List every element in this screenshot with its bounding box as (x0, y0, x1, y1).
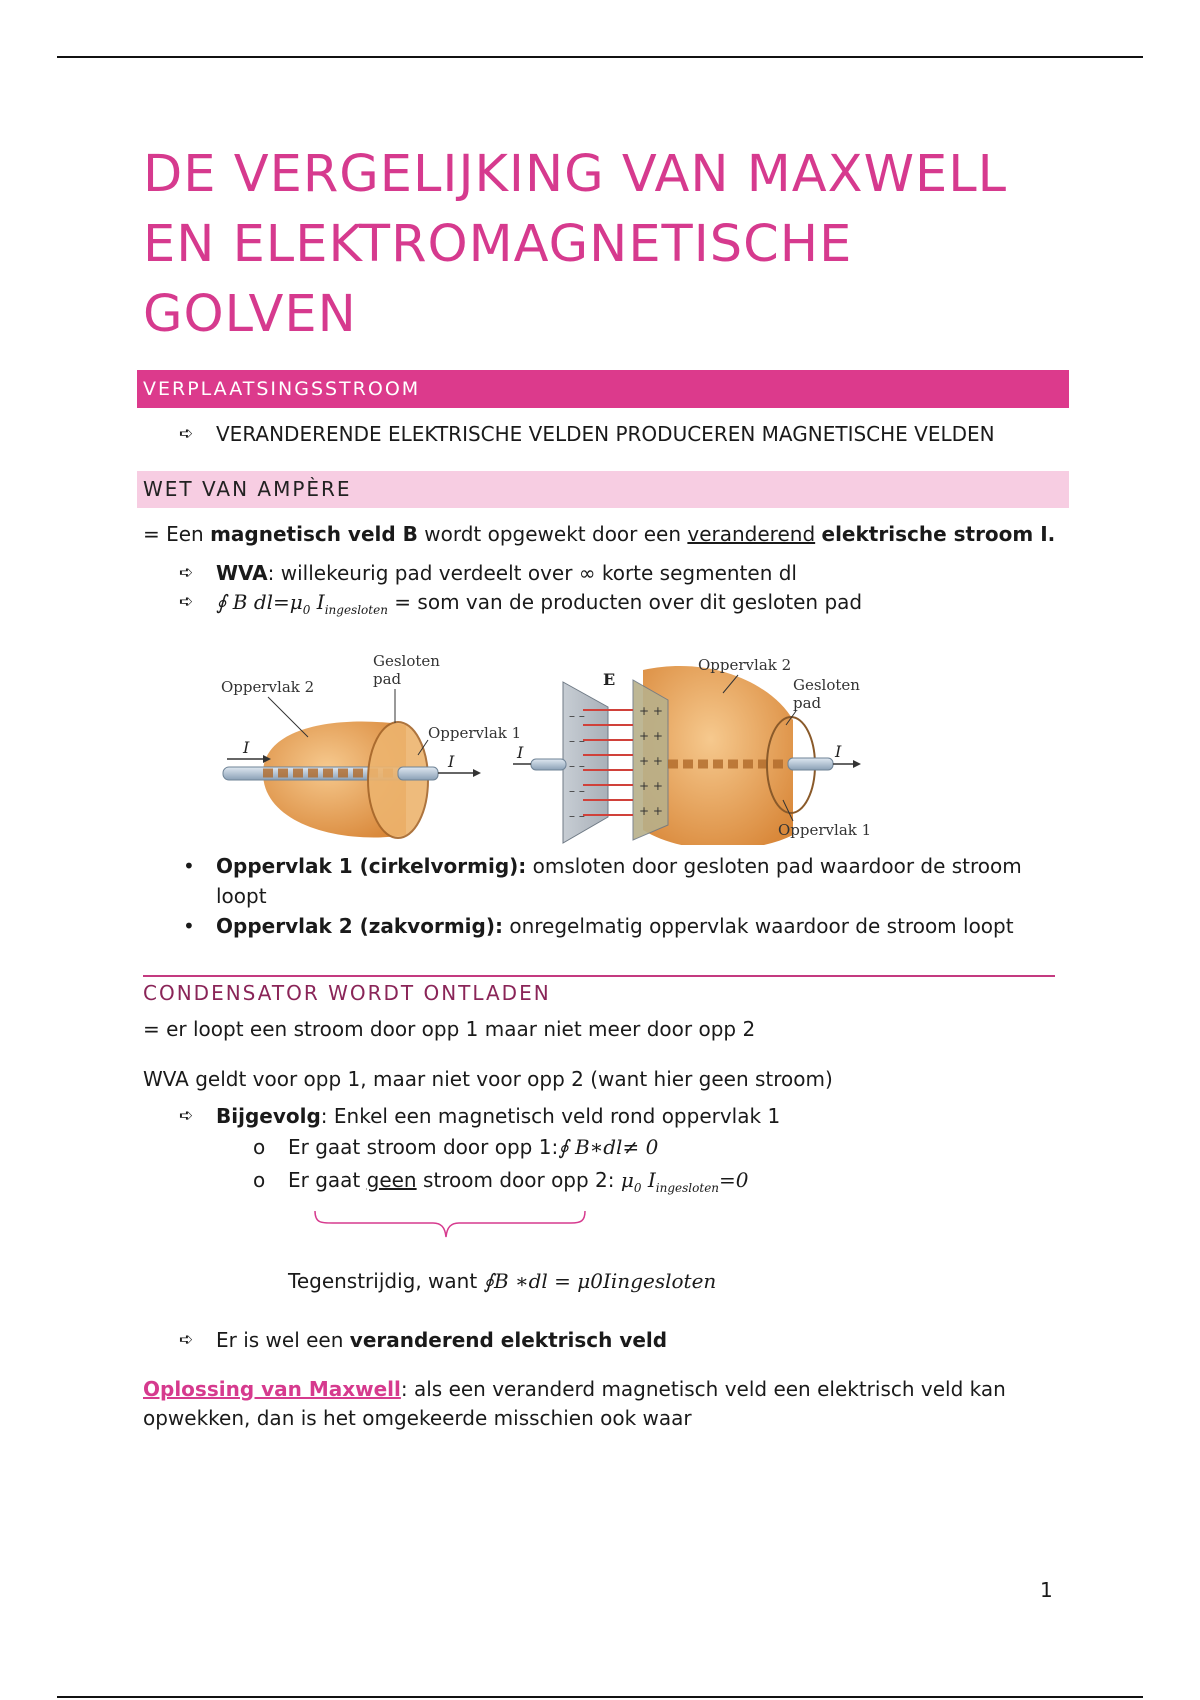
sub-item-2-underline: geen (366, 1168, 417, 1192)
plus-signs: + + (639, 779, 663, 793)
def-prefix: = Een (143, 522, 211, 546)
sub-item-1-formula: ∮ B∗dl≠ 0 (558, 1135, 659, 1159)
surface-bullet-2 (143, 911, 1063, 941)
left-current-label-in: I (243, 738, 250, 757)
formula-sub: ingesloten (324, 603, 388, 617)
bullet-dot: • (183, 854, 195, 878)
right-wire-left (531, 759, 566, 770)
consequence-item (143, 1102, 1063, 1131)
section-heading-condensator: CONDENSATOR WORDT ONTLADEN (143, 975, 1055, 1005)
formula-sub0: 0 (302, 603, 311, 617)
minus-signs: – – (569, 809, 585, 823)
sub-item-2 (143, 1164, 1063, 1205)
arrow-bullet (143, 420, 1063, 449)
formula-lhs: ∮ B dl=μ (216, 590, 303, 614)
arrowhead (473, 769, 481, 777)
brace-icon (313, 1209, 613, 1249)
plus-signs: + + (639, 729, 663, 743)
formula-sub: ingesloten (655, 1181, 720, 1195)
changing-pre: Er is wel een (216, 1328, 350, 1352)
condensator-line-2: WVA geldt voor opp 1, maar niet voor opp 2 (want hier geen stroom) (143, 1067, 833, 1091)
minus-signs: – – (569, 734, 585, 748)
surface-2-label: Oppervlak 2 (zakvormig): (216, 914, 503, 938)
consequence-label: Bijgevolg (216, 1104, 321, 1128)
formula-item (143, 588, 1063, 625)
maxwell-text: : als een veranderd magnetisch veld een elektrisch veld kan opwekken, dan is het omgekeerde misschien ook waar (143, 1377, 1006, 1430)
minus-signs: – – (569, 784, 585, 798)
changing-bold: veranderend elektrisch veld (349, 1328, 668, 1352)
top-rule (57, 56, 1143, 58)
bullet-dot: • (183, 914, 195, 938)
surface-1-text: omsloten door gesloten pad waardoor de stroom loopt (216, 854, 1022, 908)
bullet-text: VERANDERENDE ELEKTRISCHE VELDEN PRODUCEREN MAGNETISCHE VELDEN (216, 422, 995, 446)
sub-item-2-post: stroom door opp 2: (416, 1168, 621, 1192)
section-heading-wet-van-ampere: WET VAN AMPÈRE (137, 471, 1069, 508)
left-diagram (221, 652, 521, 838)
left-label-closed-path-line1: Gesloten (373, 652, 440, 670)
def-bold-i: elektrische stroom I. (821, 522, 1056, 546)
formula-eq: =0 (719, 1168, 749, 1192)
right-current-label-in: I (517, 743, 524, 762)
right-label-closed-path-line2: pad (793, 694, 822, 712)
left-label-surface2: Oppervlak 2 (221, 678, 315, 696)
right-wire-right (788, 758, 833, 770)
right-current-label-out: I (835, 742, 842, 761)
sub-item-2-formula (620, 1168, 749, 1195)
surface-1-label: Oppervlak 1 (cirkelvormig): (216, 854, 527, 878)
leader-line (268, 697, 308, 737)
left-current-label-out: I (448, 752, 455, 771)
surface-bullet-1 (143, 851, 1063, 911)
contradiction-text: Tegenstrijdig, want (288, 1269, 484, 1293)
changing-field-item (143, 1326, 1063, 1355)
ampere-surfaces-figure (213, 645, 913, 845)
sub-item-2-pre: Er gaat (288, 1168, 367, 1192)
sub-item-1 (143, 1131, 1063, 1164)
sub-item-1-text: Er gaat stroom door opp 1: (288, 1135, 559, 1159)
arrowhead (853, 760, 861, 768)
arrow-icon: ➪ (179, 563, 194, 583)
bottom-rule (57, 1696, 1143, 1698)
right-label-surface1: Oppervlak 1 (778, 821, 872, 839)
surface-2-text: onregelmatig oppervlak waardoor de stroom loopt (502, 914, 1014, 938)
formula-mu: μ (620, 1168, 634, 1192)
arrow-icon: ➪ (179, 592, 194, 612)
left-label-closed-path-line2: pad (373, 670, 402, 688)
minus-signs: – – (569, 759, 585, 773)
right-label-surface2: Oppervlak 2 (698, 656, 792, 674)
maxwell-link[interactable]: Oplossing van Maxwell (143, 1377, 401, 1401)
left-wire-exit (398, 767, 438, 780)
ampere-formula (216, 590, 388, 617)
sub-bullet: o (253, 1135, 266, 1159)
plus-signs: + + (639, 804, 663, 818)
contradiction-formula: ∮B ∗dl = μ0Iingesloten (483, 1269, 717, 1293)
plus-signs: + + (639, 704, 663, 718)
wva-text: : willekeurig pad verdeelt over ∞ korte segmenten dl (267, 561, 797, 585)
left-label-surface1: Oppervlak 1 (428, 724, 522, 742)
formula-i: I (310, 590, 325, 614)
formula-i: I (641, 1168, 656, 1192)
wva-label: WVA (216, 561, 268, 585)
ampere-definition (143, 520, 1063, 549)
contradiction-line (288, 1267, 1063, 1296)
arrow-icon: ➪ (179, 1330, 194, 1350)
arrow-icon: ➪ (179, 424, 194, 444)
def-underline: veranderend (687, 522, 816, 546)
maxwell-solution (143, 1375, 1063, 1433)
formula-text: = som van de producten over dit gesloten pad (387, 590, 863, 614)
page-number: 1 (1040, 1578, 1053, 1602)
plus-signs: + + (639, 754, 663, 768)
consequence-text: : Enkel een magnetisch veld rond oppervlak 1 (320, 1104, 781, 1128)
right-label-e-vector: E (603, 670, 616, 689)
minus-signs: – – (569, 709, 585, 723)
condensator-line-1: = er loopt een stroom door opp 1 maar niet meer door opp 2 (143, 1017, 756, 1041)
formula-sub0: 0 (633, 1181, 642, 1195)
section-heading-verplaatsingsstroom: VERPLAATSINGSSTROOM (137, 370, 1069, 408)
right-label-closed-path-line1: Gesloten (793, 676, 860, 694)
right-diagram (513, 656, 871, 845)
wva-item (143, 559, 1063, 588)
sub-bullet: o (253, 1168, 266, 1192)
def-bold-b: magnetisch veld B (210, 522, 418, 546)
def-mid: wordt opgewekt door een (417, 522, 688, 546)
page-content (143, 140, 1063, 1433)
page-title: DE VERGELIJKING VAN MAXWELL EN ELEKTROMAGNETISCHE GOLVEN (143, 145, 1008, 344)
arrow-icon: ➪ (179, 1106, 194, 1126)
